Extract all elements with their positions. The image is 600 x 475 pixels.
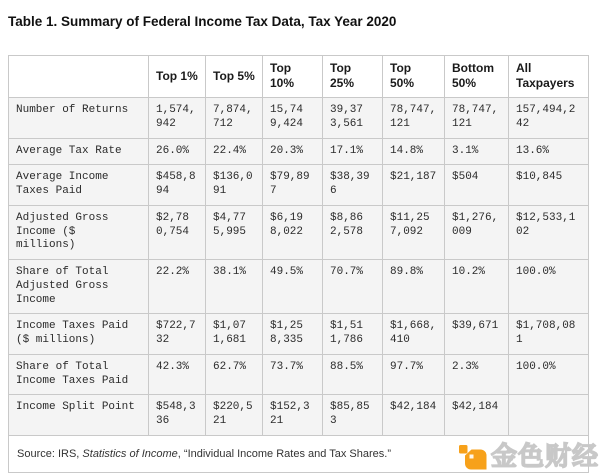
data-cell: 7,874,712 <box>206 98 263 139</box>
data-cell: 49.5% <box>263 260 323 314</box>
table-row <box>9 165 589 206</box>
data-cell: $136,091 <box>206 165 263 206</box>
data-cell: 73.7% <box>263 354 323 395</box>
data-cell: $1,511,786 <box>323 314 383 355</box>
source-publication: Statistics of Income <box>82 447 178 460</box>
data-cell: $548,336 <box>149 395 206 436</box>
table-row <box>9 205 589 259</box>
jinse-finance-watermark <box>458 441 599 471</box>
data-cell: 78,747,121 <box>383 98 445 139</box>
table-header-row <box>9 55 589 97</box>
data-cell: $1,668,410 <box>383 314 445 355</box>
column-header: Top 1% <box>149 55 206 97</box>
row-label: Average Tax Rate <box>9 138 149 165</box>
source-prefix: Source: IRS, <box>17 447 83 460</box>
table-row <box>9 138 589 165</box>
table-row <box>9 98 589 139</box>
column-header: Top 50% <box>383 55 445 97</box>
table-row <box>9 260 589 314</box>
federal-income-tax-table <box>8 55 589 473</box>
data-cell: $4,775,995 <box>206 205 263 259</box>
data-cell: 1,574,942 <box>149 98 206 139</box>
row-label: Average Income Taxes Paid <box>9 165 149 206</box>
data-cell: $1,276,009 <box>445 205 509 259</box>
data-cell: 42.3% <box>149 354 206 395</box>
data-cell: 20.3% <box>263 138 323 165</box>
data-cell: 88.5% <box>323 354 383 395</box>
data-cell: $6,198,022 <box>263 205 323 259</box>
data-cell: $39,671 <box>445 314 509 355</box>
data-cell: $504 <box>445 165 509 206</box>
data-cell: $11,257,092 <box>383 205 445 259</box>
data-cell: $85,853 <box>323 395 383 436</box>
data-cell: 26.0% <box>149 138 206 165</box>
column-header: All Taxpayers <box>509 55 589 97</box>
data-cell: 39,373,561 <box>323 98 383 139</box>
data-cell: $38,396 <box>323 165 383 206</box>
data-cell: $152,321 <box>263 395 323 436</box>
row-label: Income Taxes Paid ($ millions) <box>9 314 149 355</box>
data-cell: 97.7% <box>383 354 445 395</box>
row-label: Share of Total Income Taxes Paid <box>9 354 149 395</box>
table-title: Table 1. Summary of Federal Income Tax Data, Tax Year 2020 <box>8 14 397 29</box>
row-label-column-header <box>9 55 149 97</box>
table-row <box>9 354 589 395</box>
data-cell: $1,258,335 <box>263 314 323 355</box>
row-label: Number of Returns <box>9 98 149 139</box>
row-label: Adjusted Gross Income ($ millions) <box>9 205 149 259</box>
table-row <box>9 395 589 436</box>
watermark-text: 金色财经 <box>490 441 599 471</box>
data-cell: 3.1% <box>445 138 509 165</box>
data-cell: $8,862,578 <box>323 205 383 259</box>
data-cell: $220,521 <box>206 395 263 436</box>
data-cell: 14.8% <box>383 138 445 165</box>
row-label: Income Split Point <box>9 395 149 436</box>
row-label: Share of Total Adjusted Gross Income <box>9 260 149 314</box>
column-header: Bottom 50% <box>445 55 509 97</box>
data-cell: 22.2% <box>149 260 206 314</box>
jinse-logo-icon <box>458 441 488 471</box>
data-cell: 70.7% <box>323 260 383 314</box>
data-cell: $12,533,102 <box>509 205 589 259</box>
data-cell: $21,187 <box>383 165 445 206</box>
data-cell: $2,780,754 <box>149 205 206 259</box>
data-cell: $722,732 <box>149 314 206 355</box>
data-cell: 22.4% <box>206 138 263 165</box>
data-cell: 89.8% <box>383 260 445 314</box>
data-cell: 13.6% <box>509 138 589 165</box>
data-cell: $42,184 <box>383 395 445 436</box>
data-cell: 100.0% <box>509 354 589 395</box>
data-cell: 15,749,424 <box>263 98 323 139</box>
data-cell: 157,494,242 <box>509 98 589 139</box>
column-header: Top 10% <box>263 55 323 97</box>
data-cell: $42,184 <box>445 395 509 436</box>
column-header: Top 25% <box>323 55 383 97</box>
data-cell: 10.2% <box>445 260 509 314</box>
data-cell: $79,897 <box>263 165 323 206</box>
data-cell: $1,071,681 <box>206 314 263 355</box>
data-cell: $10,845 <box>509 165 589 206</box>
data-cell: 2.3% <box>445 354 509 395</box>
data-cell <box>509 395 589 436</box>
data-cell: 78,747,121 <box>445 98 509 139</box>
column-header: Top 5% <box>206 55 263 97</box>
data-cell: $458,894 <box>149 165 206 206</box>
data-cell: 38.1% <box>206 260 263 314</box>
source-suffix: , “Individual Income Rates and Tax Shares.” <box>177 447 391 460</box>
data-cell: $1,708,081 <box>509 314 589 355</box>
table-row <box>9 314 589 355</box>
data-cell: 17.1% <box>323 138 383 165</box>
data-cell: 100.0% <box>509 260 589 314</box>
data-cell: 62.7% <box>206 354 263 395</box>
